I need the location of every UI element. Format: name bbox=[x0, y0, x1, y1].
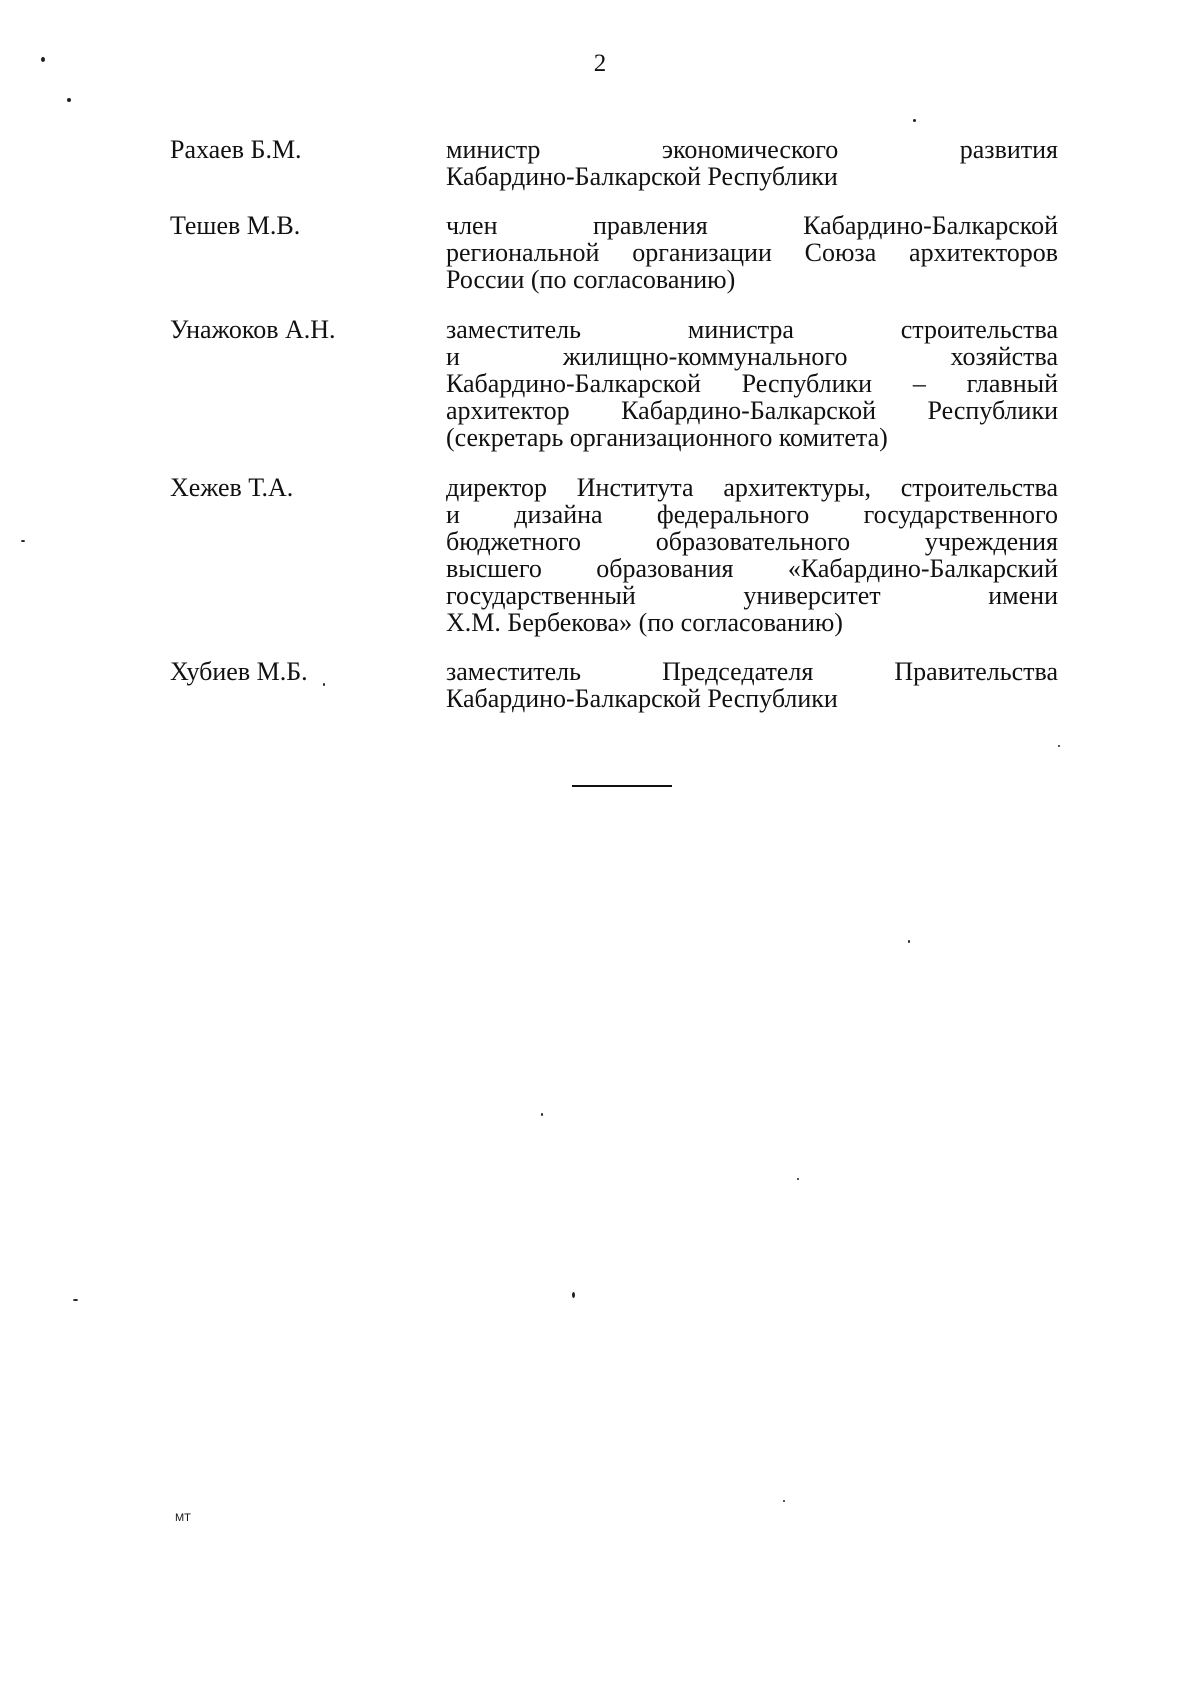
scan-speck bbox=[541, 1113, 543, 1116]
scan-speck bbox=[67, 98, 71, 102]
scan-speck bbox=[783, 1500, 785, 1502]
member-name: Тешев М.В. bbox=[170, 211, 301, 240]
scan-speck bbox=[1058, 745, 1060, 747]
member-role-line: Х.М. Бербекова» (по согласованию) bbox=[446, 608, 843, 637]
member-role-line: государственный университет имени bbox=[446, 581, 1058, 610]
member-role-line: высшего образования «Кабардино-Балкарский bbox=[446, 554, 1058, 583]
footer-mark: МТ bbox=[175, 1512, 191, 1524]
member-role bbox=[446, 316, 1058, 451]
page-number: 2 bbox=[593, 50, 607, 77]
scan-speck bbox=[323, 683, 325, 686]
scan-speck bbox=[797, 1178, 799, 1180]
member-role-line: региональной организации Союза архитекторов bbox=[446, 238, 1058, 267]
member-name: Рахаев Б.М. bbox=[170, 135, 302, 164]
member-role-line: член правления Кабардино-Балкарской bbox=[446, 211, 1058, 240]
member-role bbox=[446, 212, 1058, 293]
member-role bbox=[446, 474, 1058, 636]
member-role bbox=[446, 136, 1058, 190]
member-name: Унажоков А.Н. bbox=[170, 315, 336, 344]
scan-speck bbox=[913, 119, 916, 122]
member-role-line: архитектор Кабардино-Балкарской Республики bbox=[446, 396, 1058, 425]
member-role-line: России (по согласованию) bbox=[446, 265, 736, 294]
member-role-line: (секретарь организационного комитета) bbox=[446, 423, 888, 452]
scan-speck bbox=[21, 540, 25, 542]
scan-speck bbox=[41, 57, 45, 62]
member-role-line: заместитель Председателя Правительства bbox=[446, 657, 1058, 686]
member-role-line: заместитель министра строительства bbox=[446, 315, 1058, 344]
member-role-line: Кабардино-Балкарской Республики – главный bbox=[446, 369, 1058, 398]
end-rule bbox=[572, 785, 672, 787]
member-role-line: министр экономического развития bbox=[446, 135, 1058, 164]
member-role-line: и дизайна федерального государственного bbox=[446, 500, 1058, 529]
member-name: Хубиев М.Б. bbox=[170, 657, 308, 686]
scan-speck bbox=[908, 940, 910, 943]
member-name: Хежев Т.А. bbox=[170, 473, 294, 502]
scan-speck bbox=[73, 1299, 78, 1301]
member-role-line: бюджетного образовательного учреждения bbox=[446, 527, 1058, 556]
member-role-line: Кабардино-Балкарской Республики bbox=[446, 684, 838, 713]
scan-speck bbox=[572, 1292, 575, 1298]
member-role-line: директор Института архитектуры, строительства bbox=[446, 473, 1058, 502]
member-role bbox=[446, 658, 1058, 712]
member-role-line: и жилищно-коммунального хозяйства bbox=[446, 342, 1058, 371]
member-role-line: Кабардино-Балкарской Республики bbox=[446, 162, 838, 191]
